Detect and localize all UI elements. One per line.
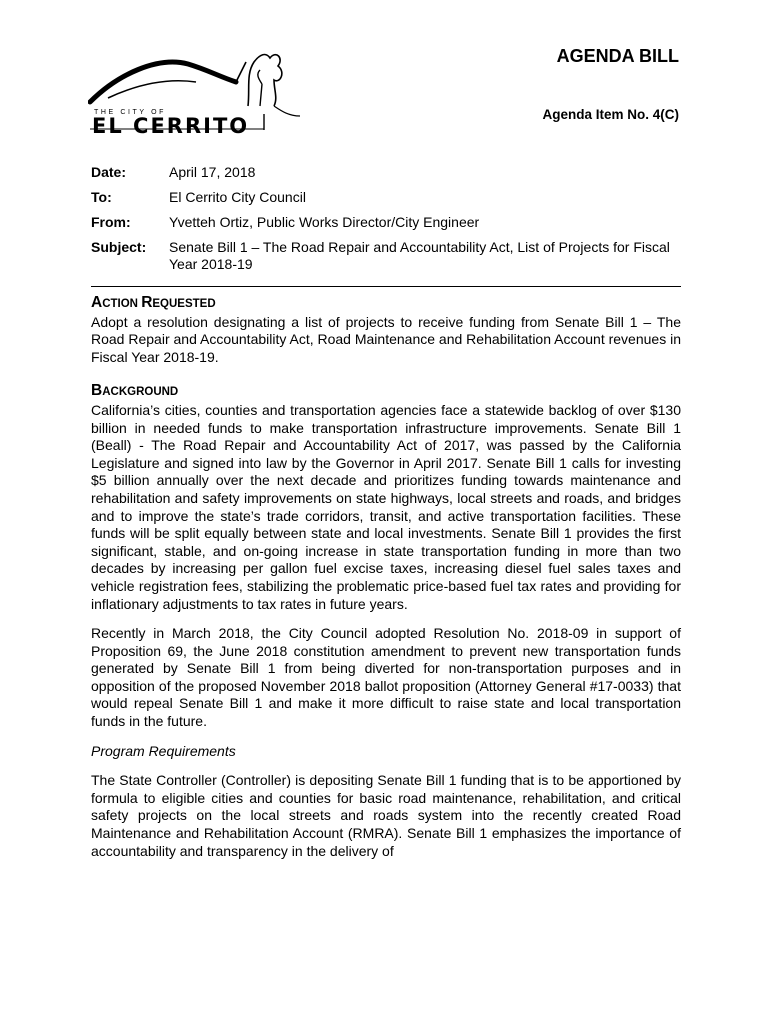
subject-label: Subject: <box>91 239 147 255</box>
memo-header-block <box>91 164 681 281</box>
logo-small-text: THE CITY OF <box>94 109 167 116</box>
action-requested-heading <box>91 294 681 314</box>
heading-initial: R <box>141 294 153 311</box>
subject-row <box>91 239 681 273</box>
from-value: Yvetteh Ortiz, Public Works Director/City Engineer <box>169 214 480 230</box>
to-value: El Cerrito City Council <box>169 189 306 205</box>
background-heading <box>91 382 681 402</box>
logo-city-name: EL CERRITO <box>92 114 250 138</box>
from-row <box>91 214 681 231</box>
action-requested-text: Adopt a resolution designating a list of projects to receive funding from Senate Bill 1 – The Road Repair and Accountability Act, Road Maintenance and Rehabilitation Account revenues in Fiscal Year 2018-19. <box>91 313 681 365</box>
city-logo <box>88 44 308 144</box>
to-label: To: <box>91 189 112 205</box>
date-row <box>91 164 681 181</box>
header-divider <box>91 286 681 287</box>
heading-rest: ACKGROUND <box>102 386 179 399</box>
agenda-item-number: Agenda Item No. 4(C) <box>542 107 679 122</box>
document-title: AGENDA BILL <box>556 46 679 66</box>
background-paragraph-1: California’s cities, counties and transportation agencies face a statewide backlog of over $130 billion in needed funds to make transportation infrastructure improvements. Senate Bill 1 (Beall) - The Road Repair and Accountability Act of 2017, was passed by the California Legislature and signed into law by the Governor in April 2017. Senate Bill 1 calls for investing $5 billion annually over the next decade and prioritizes funding towards maintenance and rehabilitation and safety improvements on state highways, local streets and roads, and bridges and to improve the state’s trade corridors, transit, and active transportation facilities. These funds will be split equally between state and local investments. Senate Bill 1 provides the first significant, stable, and on-going increase in state transportation funding in more than two decades by increasing per gallon fuel excise taxes, increasing diesel fuel sales taxes and vehicle registration fees, stabilizing the problematic price-based fuel tax rates and providing for inflationary adjustments to tax rates in future years. <box>91 401 681 612</box>
heading-initial: B <box>91 382 103 400</box>
heading-initial: A <box>91 294 103 311</box>
from-label: From: <box>91 214 131 230</box>
heading-rest: CTION <box>102 298 142 310</box>
heading-rest: EQUESTED <box>152 298 216 310</box>
program-requirements-subheading: Program Requirements <box>91 742 236 759</box>
date-label: Date: <box>91 164 127 180</box>
subject-value: Senate Bill 1 – The Road Repair and Accountability Act, List of Projects for Fiscal Year 2018-19 <box>169 239 670 272</box>
background-paragraph-3: The State Controller (Controller) is depositing Senate Bill 1 funding that is to be apportioned by formula to eligible cities and counties for basic road maintenance, rehabilitation, and critical safety projects on the local streets and roads system into the recently created Road Maintenance and Rehabilitation Account (RMRA). Senate Bill 1 emphasizes the importance of accountability and transparency in the delivery of <box>91 772 681 859</box>
date-value: April 17, 2018 <box>169 164 256 180</box>
document-body <box>91 294 681 860</box>
to-row <box>91 189 681 206</box>
background-paragraph-2: Recently in March 2018, the City Council adopted Resolution No. 2018-09 in support of Proposition 69, the June 2018 constitution amendment to prevent new transportation funds generated by Senate Bill 1 from being diverted for non-transportation purposes and in opposition of the proposed November 2018 ballot proposition (Attorney General #17-0033) that would repeal Senate Bill 1 and make it more difficult to raise state and local transportation funds in the future. <box>91 625 681 730</box>
